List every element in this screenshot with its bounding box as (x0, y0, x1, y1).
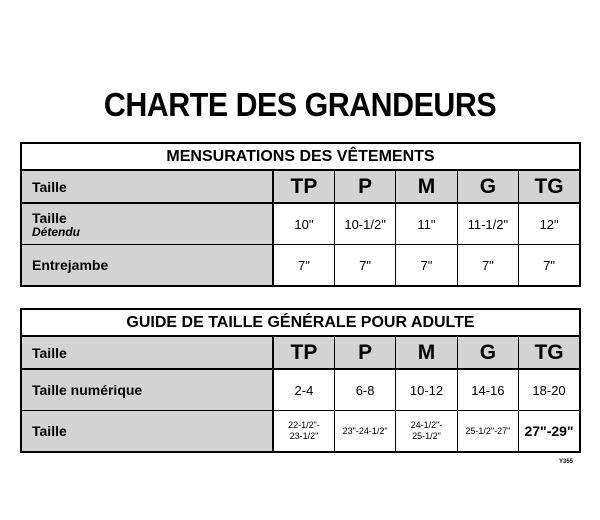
size-tg: TG (519, 170, 580, 203)
row-label (21, 203, 273, 245)
cell-value: 12" (519, 203, 580, 245)
cell-value: 10" (273, 203, 334, 245)
cell-value: 7" (519, 245, 580, 287)
cell-value: 2-4 (273, 369, 334, 411)
cell-value: 23"-24-1/2" (334, 411, 395, 453)
size-m: M (396, 336, 457, 369)
table-row (21, 411, 580, 453)
size-m: M (396, 170, 457, 203)
row-label: Entrejambe (21, 245, 273, 287)
header-label: Taille (21, 170, 273, 203)
cell-value: 27"-29" (519, 411, 580, 453)
header-label: Taille (21, 336, 273, 369)
table-row (21, 203, 580, 245)
table-heading: MENSURATIONS DES VÊTEMENTS (21, 143, 580, 170)
size-p: P (334, 170, 395, 203)
cell-value: 7" (396, 245, 457, 287)
cell-value: 10-12 (396, 369, 457, 411)
cell-value: 11" (396, 203, 457, 245)
cell-value: 22-1/2"- 23-1/2" (273, 411, 334, 453)
product-code: Y355 (559, 459, 574, 465)
table-row (21, 245, 580, 287)
cell-value: 6-8 (334, 369, 395, 411)
cell-value: 25-1/2"-27" (457, 411, 518, 453)
chart-title: CHARTE DES GRANDEURS (103, 86, 497, 123)
row-label: Taille numérique (21, 369, 273, 411)
size-tp: TP (273, 170, 334, 203)
size-header-row (21, 170, 580, 203)
size-g: G (457, 170, 518, 203)
cell-value: 14-16 (457, 369, 518, 411)
size-g: G (457, 336, 518, 369)
size-tg: TG (519, 336, 580, 369)
size-header-row (21, 336, 580, 369)
cell-value: 11-1/2" (457, 203, 518, 245)
cell-value: 7" (457, 245, 518, 287)
cell-value: 24-1/2"- 25-1/2" (396, 411, 457, 453)
cell-value: 7" (273, 245, 334, 287)
size-p: P (334, 336, 395, 369)
cell-value: 18-20 (519, 369, 580, 411)
cell-value: 10-1/2" (334, 203, 395, 245)
row-label-main: Taille (32, 209, 67, 226)
table-row (21, 369, 580, 411)
size-tp: TP (273, 336, 334, 369)
garment-measurements-table (20, 142, 581, 287)
table-heading: GUIDE DE TAILLE GÉNÉRALE POUR ADULTE (21, 309, 580, 336)
cell-value: 7" (334, 245, 395, 287)
adult-size-guide-table (20, 308, 581, 453)
row-label-sub: Détendu (32, 224, 80, 239)
row-label: Taille (21, 411, 273, 453)
